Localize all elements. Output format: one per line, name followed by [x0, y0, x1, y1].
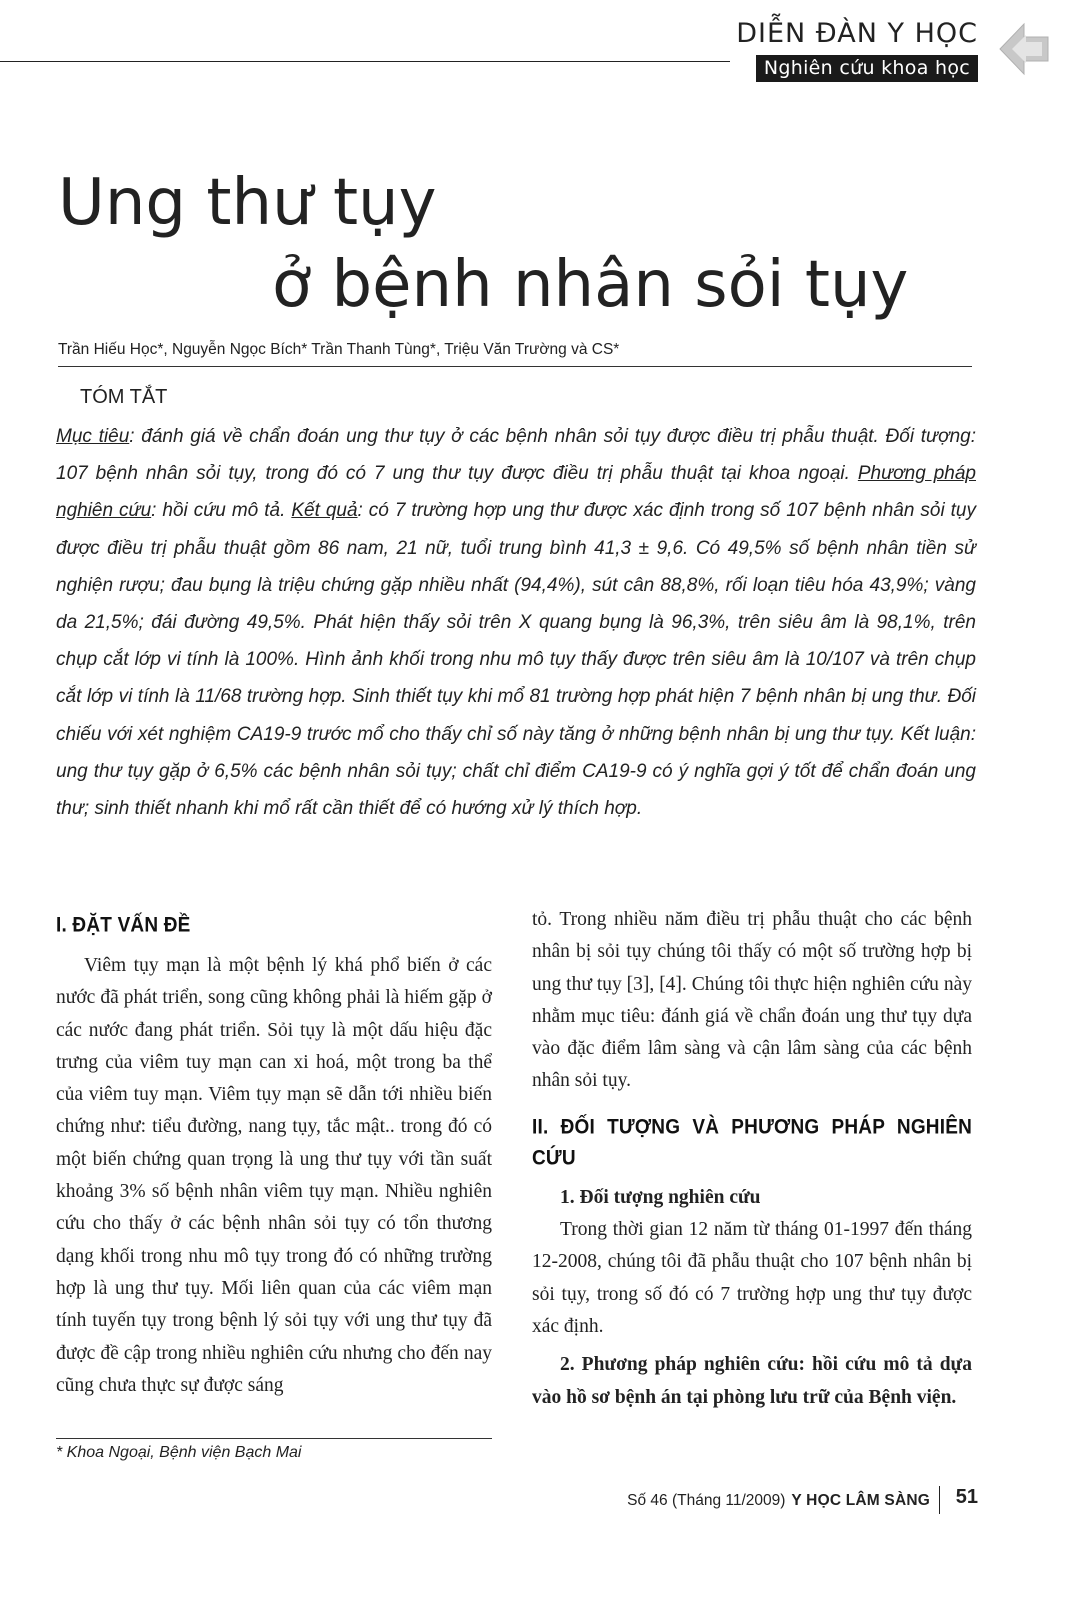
article-title-line2: ở bệnh nhân sỏi tụy: [272, 248, 909, 322]
abstract-body: [56, 418, 976, 827]
abstract-heading: TÓM TẮT: [80, 386, 168, 408]
right-column: [532, 904, 972, 1414]
footer-journal-name: Y HỌC LÂM SÀNG: [791, 1492, 930, 1509]
section2-method-paragraph: 2. Phương pháp nghiên cứu: hồi cứu mô tả dựa vào hồ sơ bệnh án tại phòng lưu trữ của Bệnh viện.: [532, 1354, 972, 1408]
header-category-tag: Nghiên cứu khoa học: [756, 55, 978, 82]
article-title-line1: Ung thư tụy: [58, 166, 437, 240]
header-section-title: DIỄN ĐÀN Y HỌC: [736, 18, 978, 49]
footnote-divider: [56, 1438, 492, 1439]
abstract-method-label: Phương pháp nghiên cứu: [56, 463, 976, 522]
footer-issue: Số 46 (Tháng 11/2009): [627, 1492, 786, 1509]
article-title: [58, 162, 908, 326]
footer-divider: [939, 1486, 941, 1514]
left-column: [56, 910, 492, 1402]
section2-subtext-1: Trong thời gian 12 năm từ tháng 01-1997 đến tháng 12-2008, chúng tôi đã phẫu thuật cho 107 bệnh nhân bị sỏi tụy, trong số đó có 7 trường hợp ung thư tụy được xác định.: [532, 1219, 972, 1337]
section2-heading: II. ĐỐI TƯỢNG VÀ PHƯƠNG PHÁP NGHIÊN CỨU: [532, 1115, 972, 1171]
footnote: * Khoa Ngoại, Bệnh viện Bạch Mai: [56, 1444, 302, 1461]
section1-paragraph: Viêm tụy mạn là một bệnh lý khá phổ biến ở các nước đã phát triển, song cũng không phải là hiếm gặp ở các nước đang phát triển. Sỏi tụy là một dấu hiệu đặc trưng của viêm tuy mạn can xi hoá, một trong ba thể của viêm tuy mạn. Viêm tụy mạn sẽ dẫn tới nhiều biến chứng như: tiểu đường, nang tụy, tắc mật.. trong đó có một biến chứng quan trọng là ung thư tụy với tần suất khoảng 3% số bệnh nhân viêm tụy mạn. Nhiều nghiên cứu cho thấy ở các bệnh nhân sỏi tụy có tổn thương dạng khối trong nhu mô tụy trong đó có những trường hợp là ung thư tụy. Mối liên quan của các viêm mạn tính tuyến tụy trong bệnh lý sỏi tụy với ung thư tụy đã được đề cập trong nhiều nghiên cứu nhưng cho đến nay cũng chưa thực sự được sáng: [56, 955, 492, 1396]
abstract-objective-label: Mục tiêu: [56, 426, 130, 447]
abstract-results-label: Kết quả: [291, 500, 358, 522]
header-rule: [0, 61, 730, 62]
author-list: Trần Hiếu Học*, Nguyễn Ngọc Bích* Trần Thanh Tùng*, Triệu Văn Trường và CS*: [58, 341, 620, 358]
page-number: 51: [955, 1486, 978, 1508]
page-footer: [627, 1492, 930, 1510]
authors-divider: [58, 366, 972, 367]
section1-heading: I. ĐẶT VẤN ĐỀ: [56, 913, 191, 937]
abstract-objective-text: : đánh giá về chẩn đoán ung thư tụy ở các bệnh nhân sỏi tụy được điều trị phẫu thuật. Đối tượng: 107 bệnh nhân sỏi tụy, trong đó có 7 ung thư tụy được điều trị phẫu thuật tại khoa ngoại.: [56, 426, 976, 485]
abstract-method-text: : hồi cứu mô tả.: [151, 500, 292, 522]
section1-continuation: tỏ. Trong nhiều năm điều trị phẫu thuật cho các bệnh nhân bị sỏi tụy chúng tôi thấy có một số trường hợp bị ung thư tụy [3], [4]. Chúng tôi thực hiện nghiên cứu này nhằm mục tiêu: đánh giá về chẩn đoán ung thư tụy dựa vào đặc điểm lâm sàng và cận lâm sàng của các bệnh nhân sỏi tụy.: [532, 909, 972, 1092]
section2-subheading-1: 1. Đối tượng nghiên cứu: [560, 1186, 761, 1208]
arrow-left-icon: [998, 20, 1050, 78]
abstract-results-text: : có 7 trường hợp ung thư được xác định trong số 107 bệnh nhân sỏi tụy được điều trị phẫu thuật gồm 86 nam, 21 nữ, tuổi trung bình 41,3 ± 9,6. Có 49,5% số bệnh nhân tiền sử nghiện rượu; đau bụng là triệu chứng gặp nhiều nhất (94,4%), sút cân 88,8%, rối loạn tiêu hóa 43,9%; vàng da 21,5%; đái đường 49,5%. Phát hiện thấy sỏi trên X quang bụng là 96,3%, trên siêu âm là 98,1%, trên chụp cắt lớp vi tính là 100%. Hình ảnh khối trong nhu mô tụy thấy được trên siêu âm là 10/107 và trên chụp cắt lớp vi tính là 11/68 trường hợp. Sinh thiết tụy khi mổ 81 trường hợp phát hiện 7 bệnh nhân bị ung thư. Đối chiếu với xét nghiệm CA19-9 trước mổ cho thấy chỉ số này tăng ở những bệnh nhân bị ung thư tụy. Kết luận: ung thư tụy gặp ở 6,5% các bệnh nhân sỏi tụy; chất chỉ điểm CA19-9 có ý nghĩa gợi ý tốt để chẩn đoán ung thư; sinh thiết nhanh khi mổ rất cần thiết để có hướng xử lý thích hợp.: [56, 500, 976, 820]
